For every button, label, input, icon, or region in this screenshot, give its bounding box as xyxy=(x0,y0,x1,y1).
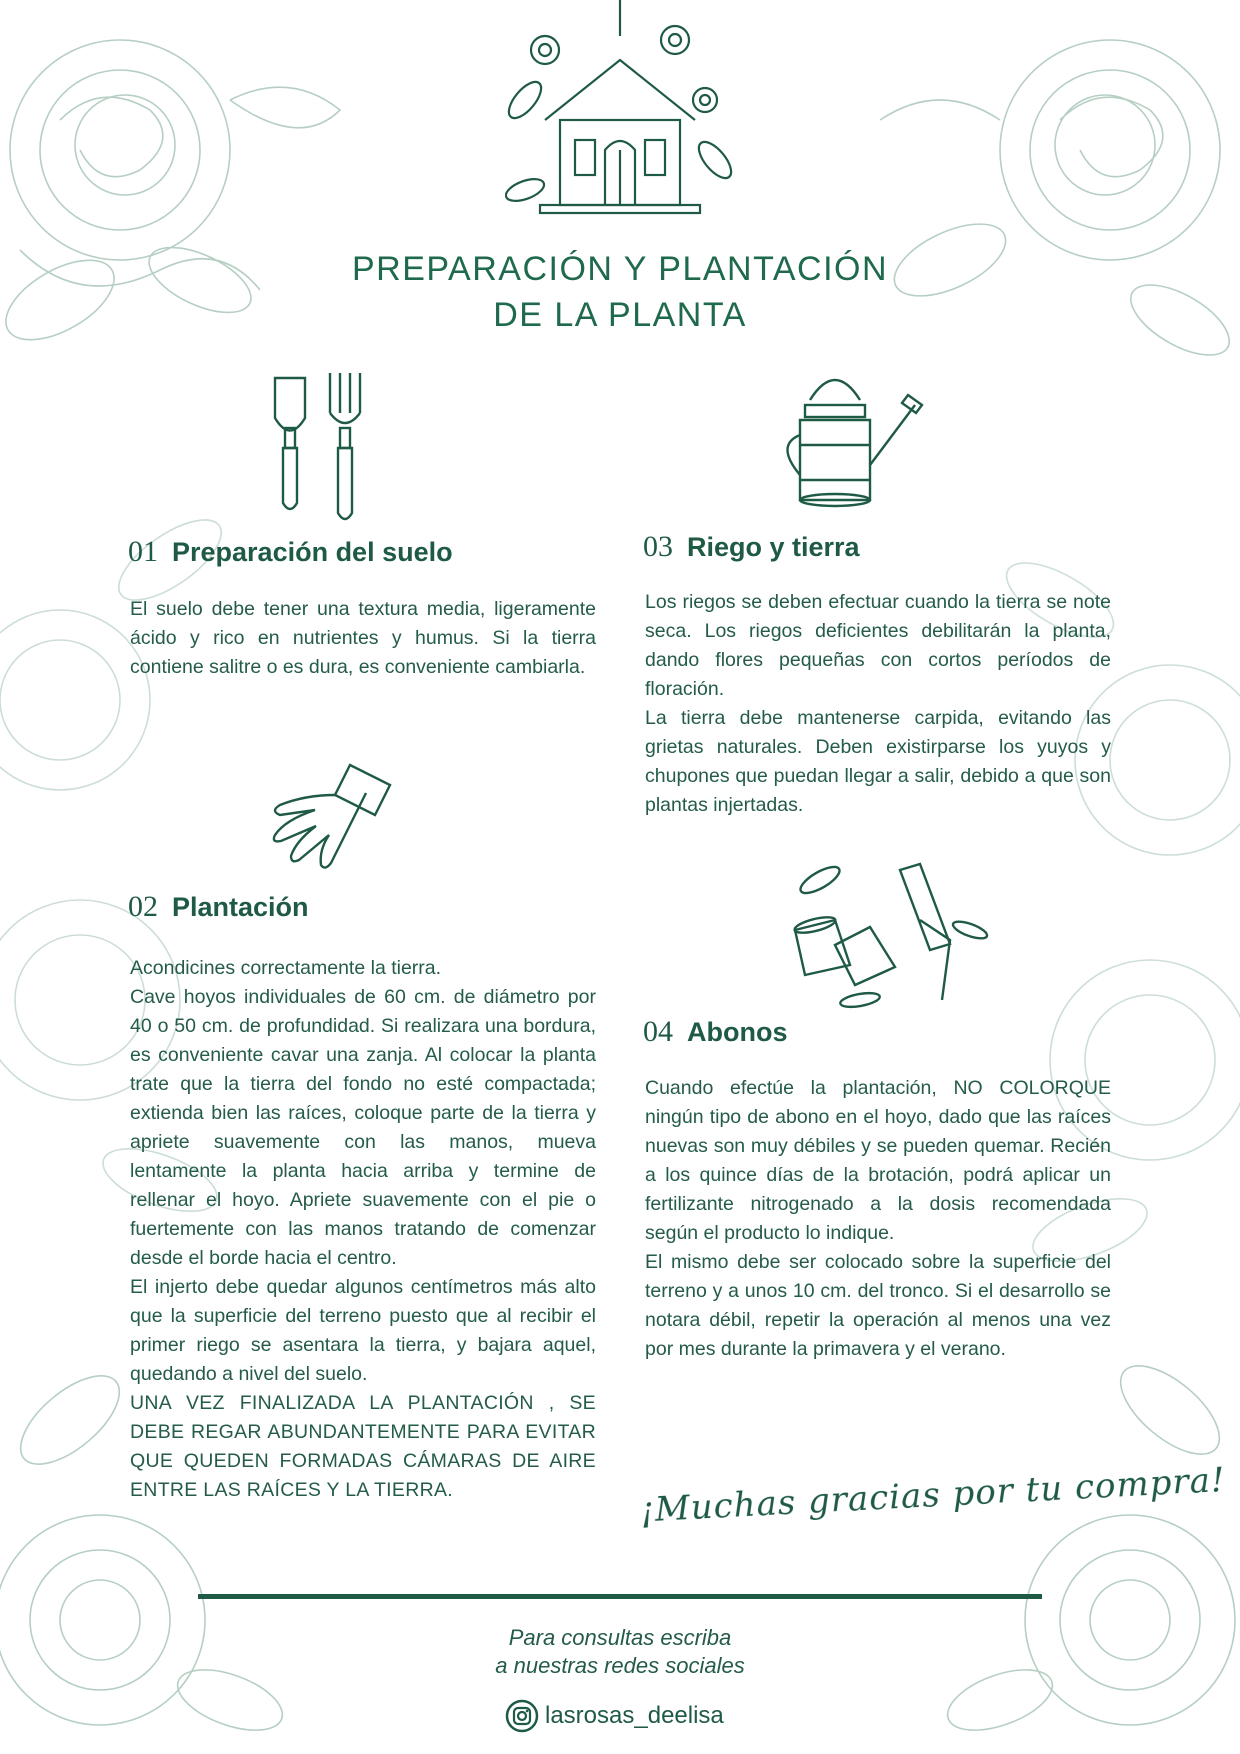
paragraph: La tierra debe mantenerse carpida, evitando las grietas naturales. Deben existirparse los yuyos y chupones que puedan llegar a salir, debido a que son plantas injertadas. xyxy=(645,707,1111,816)
section-04-body xyxy=(645,1074,1111,1364)
section-title: Riego y tierra xyxy=(687,532,860,562)
paragraph: Los riegos se deben efectuar cuando la tierra se note seca. Los riegos deficientes debilitarán la planta, dando flores pequeñas con cortos períodos de floración. xyxy=(645,591,1111,700)
shovel-fork-icon xyxy=(265,368,375,528)
section-01-body xyxy=(130,595,596,682)
instagram-icon xyxy=(505,1699,539,1733)
section-number: 02 xyxy=(128,890,158,923)
paragraph: El injerto debe quedar algunos centímetros más alto que la superficie del terreno puesto que al recibir el primer riego se asentara la tierra, y bajara aquel, quedando a nivel del suelo. xyxy=(130,1276,596,1385)
flower-pots-icon xyxy=(780,860,990,1010)
footer-line-2: a nuestras redes sociales xyxy=(495,1653,745,1678)
greenhouse-icon xyxy=(505,0,745,222)
paragraph: Cuando efectúe la plantación, NO COLORQUE ningún tipo de abono en el hoyo, dado que las raíces nuevas son muy débiles y se pueden quemar. Recién a los quince días de la brotación, podrá aplicar un fertilizante nitrogenado a la dosis recomendada según el producto lo indique. xyxy=(645,1077,1111,1244)
section-04-heading xyxy=(643,1015,788,1049)
section-03-body xyxy=(645,588,1111,820)
section-number: 03 xyxy=(643,530,673,563)
footer-line-1: Para consultas escriba xyxy=(508,1625,732,1650)
section-02-body xyxy=(130,954,596,1505)
section-title: Plantación xyxy=(172,892,309,922)
social-link[interactable] xyxy=(505,1698,724,1734)
social-handle[interactable]: lasrosas_deelisa xyxy=(545,1702,724,1729)
footer-note xyxy=(320,1624,920,1680)
section-number: 01 xyxy=(128,535,158,568)
section-03-heading xyxy=(643,530,860,564)
section-number: 04 xyxy=(643,1015,673,1048)
paragraph: El suelo debe tener una textura media, ligeramente ácido y rico en nutrientes y humus. Si la tierra contiene salitre o es dura, es conveniente cambiarla. xyxy=(130,598,596,678)
title-line-2: DE LA PLANTA xyxy=(493,296,747,334)
section-title: Preparación del suelo xyxy=(172,537,453,567)
gardening-glove-icon xyxy=(265,755,400,880)
paragraph: Acondicines correctamente la tierra. xyxy=(130,957,442,979)
title-line-1: PREPARACIÓN Y PLANTACIÓN xyxy=(351,250,889,288)
section-02-heading xyxy=(128,890,309,924)
paragraph: Cave hoyos individuales de 60 cm. de diámetro por 40 o 50 cm. de profundidad. Si realizara una bordura, es conveniente cavar una zanja. Al colocar la planta trate que la tierra del fondo no esté compactada; extienda bien las raíces, coloque parte de la tierra y apriete suavemente con las manos, mueva lentamente la planta hacia arriba y termine de rellenar el hoyo. Apriete suavemente con el pie o fuertemente con las manos tratando de comenzar desde el borde hacia el centro. xyxy=(130,986,596,1269)
divider xyxy=(198,1594,1042,1599)
section-title: Abonos xyxy=(687,1017,788,1047)
emphasis-paragraph: UNA VEZ FINALIZADA LA PLANTACIÓN , SE DEBE REGAR ABUNDANTEMENTE PARA EVITAR QUE QUEDEN FORMADAS CÁMARAS DE AIRE ENTRE LAS RAÍCES Y LA TIERRA. xyxy=(130,1392,596,1501)
watering-can-icon xyxy=(770,365,930,515)
section-01-heading xyxy=(128,535,453,569)
page-title xyxy=(220,246,1020,338)
paragraph: El mismo debe ser colocado sobre la superficie del terreno y a unos 10 cm. del tronco. Si el desarrollo se notara débil, repetir la operación al menos una vez por mes durante la primavera y el verano. xyxy=(645,1251,1111,1360)
thank-you-message: ¡Muchas gracias por tu compra! xyxy=(639,1459,1227,1531)
rose-bottom-right-icon xyxy=(940,1350,1235,1742)
